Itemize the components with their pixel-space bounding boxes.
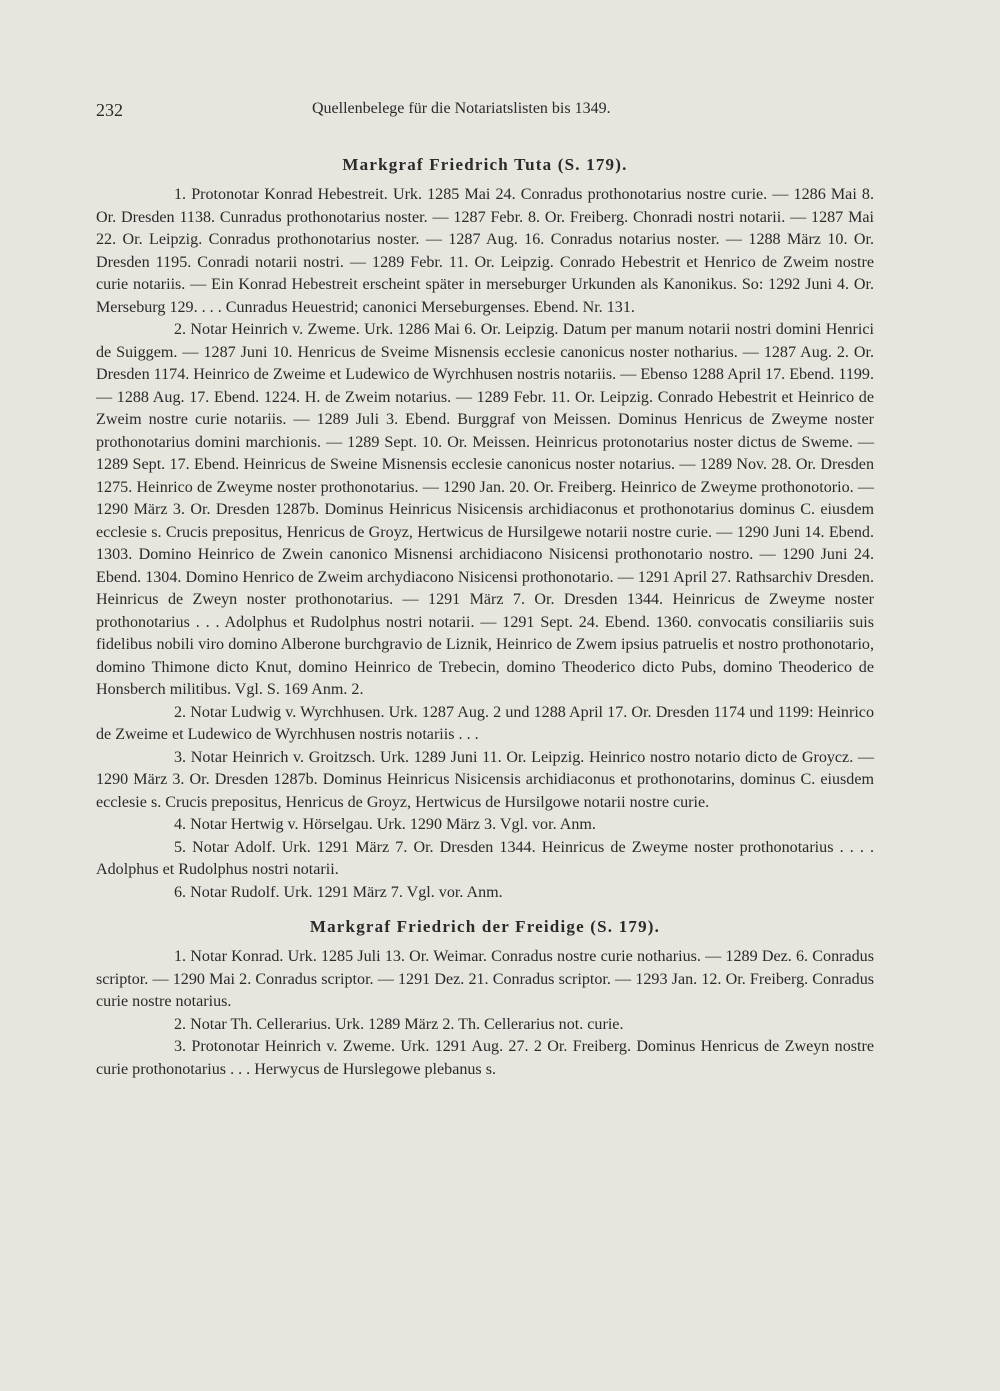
entry-paragraph: 2. Notar Ludwig v. Wyrchhusen. Urk. 1287 Aug. 2 und 1288 April 17. Or. Dresden 1174 und 1199: Heinrico de Zweime et Ludewico de Wyrchhusen nostris notariis . . . <box>96 703 874 743</box>
page-body <box>96 150 874 1081</box>
entry-paragraph: 3. Protonotar Heinrich v. Zweme. Urk. 1291 Aug. 27. 2 Or. Freiberg. Dominus Henricus de Zweyn nostre curie prothonotarius . . . Herwycus de Hurslegowe plebanus s. <box>96 1038 874 1078</box>
section <box>96 150 874 904</box>
section-title: Markgraf Friedrich der Freidige (S. 179). <box>309 917 661 936</box>
section-title: Markgraf Friedrich Tuta (S. 179). <box>342 155 628 174</box>
page-header <box>96 100 876 130</box>
entry-paragraph: 2. Notar Heinrich v. Zweme. Urk. 1286 Mai 6. Or. Leipzig. Datum per manum notarii nostri domini Henrici de Suiggem. — 1287 Juni 10. Henricus de Sveime Misnensis ecclesie canonicus noster notharius. — 1287 Aug. 2. Or. Dresden 1174. Heinrico de Zweime et Ludewico de Wyrchhusen nostris notariis. — Ebenso 1288 April 17. Ebend. 1199. — 1288 Aug. 17. Ebend. 1224. H. de Zweim notarius. — 1289 Febr. 11. Or. Leipzig. Conrado Hebestrit et Heinrico de Zweim nostre curie notariis. — 1289 Juli 3. Ebend. Burggraf von Meissen. Dominus Henricus de Zweyme noster prothonotarius domini marchionis. — 1289 Sept. 10. Or. Meissen. Heinricus protonotarius noster dictus de Sweme. — 1289 Sept. 17. Ebend. Heinricus de Sweine Misnensis ecclesie canonicus noster notarius. — 1289 Nov. 28. Or. Dresden 1275. Heinrico de Zweyme noster prothonotarius. — 1290 Jan. 20. Or. Freiberg. Heinrico de Zweyme prothonotorio. — 1290 März 3. Or. Dresden 1287b. Dominus Heinricus Nisicensis archidiaconus et prothonotarius dominus C. eiusdem ecclesie s. Crucis prepositus, Henricus de Groyz, Hertwicus de Hursilgewe notarii nostre curie. — 1290 Juni 14. Ebend. 1303. Domino Heinrico de Zwein canonico Misnensi archidiacono Nisicensi prothonotario nostro. — 1290 Juni 24. Ebend. 1304. Domino Henrico de Zweim archydiacono Nisicensi prothonotario. — 1291 April 27. Rathsarchiv Dresden. Heinricus de Zweyn noster prothonotarius. — 1291 März 7. Or. Dresden 1344. Heinricus de Zweyme noster prothonotarius . . . Adolphus et Rudolphus nostri notarii. — 1291 Sept. 24. Ebend. 1360. convocatis consiliariis suis fidelibus nobili viro domino Alberone burchgravio de Liznik, Heinrico de Zwem ipsius patruelis et nostro prothonotario, domino Thimone dicto Knut, domino Heinrico de Trebecin, domino Theoderico dicto Pubs, domino Theoderico de Honsberch militibus. Vgl. S. 169 Anm. 2. <box>96 321 874 698</box>
entry-paragraph: 1. Notar Konrad. Urk. 1285 Juli 13. Or. Weimar. Conradus nostre curie notharius. — 1289 Dez. 6. Conradus scriptor. — 1290 Mai 2. Conradus scriptor. — 1291 Dez. 21. Conradus scriptor. — 1293 Jan. 12. Or. Freiberg. Conradus curie nostre notarius. <box>96 948 874 1010</box>
section <box>96 912 874 1081</box>
page-number: 232 <box>96 100 123 120</box>
entry-paragraph: 2. Notar Th. Cellerarius. Urk. 1289 März 2. Th. Cellerarius not. curie. <box>174 1015 624 1033</box>
entry-paragraph: 3. Notar Heinrich v. Groitzsch. Urk. 1289 Juni 11. Or. Leipzig. Heinrico nostro notario dicto de Groycz. — 1290 März 3. Or. Dresden 1287b. Dominus Heinricus Nisicensis archidiaconus et prothonotarins, dominus C. eiusdem ecclesie s. Crucis prepositus, Henricus de Groyz, Hertwicus de Hursilgowe notarii nostre curie. <box>96 748 874 811</box>
entry-paragraph: 5. Notar Adolf. Urk. 1291 März 7. Or. Dresden 1344. Heinricus de Zweyme noster prothonotarius . . . . Adolphus et Rudolphus nostri notarii. <box>96 838 874 878</box>
entry-paragraph: 1. Protonotar Konrad Hebestreit. Urk. 1285 Mai 24. Conradus prothonotarius nostre curie. — 1286 Mai 8. Or. Dresden 1138. Cunradus prothonotarius noster. — 1287 Febr. 8. Or. Freiberg. Chonradi nostri notarii. — 1287 Mai 22. Or. Leipzig. Conradus prothonotarius noster. — 1287 Aug. 16. Conradus notarius noster. — 1288 März 10. Or. Dresden 1195. Conradi notarii nostri. — 1289 Febr. 11. Or. Leipzig. Conrado Hebestrit et Henrico de Zweim nostre curie notariis. — Ein Konrad Hebestreit erscheint später in merseburger Urkunden als Kanonikus. So: 1292 Juni 4. Or. Merseburg 129. . . . Cunradus Heuestrid; canonici Merseburgenses. Ebend. Nr. 131. <box>96 186 874 316</box>
entry-paragraph: 4. Notar Hertwig v. Hörselgau. Urk. 1290 März 3. Vgl. vor. Anm. <box>174 816 596 833</box>
running-title: Quellenbelege für die Notariatslisten bis 1349. <box>312 100 611 117</box>
entry-paragraph: 6. Notar Rudolf. Urk. 1291 März 7. Vgl. vor. Anm. <box>174 883 503 901</box>
